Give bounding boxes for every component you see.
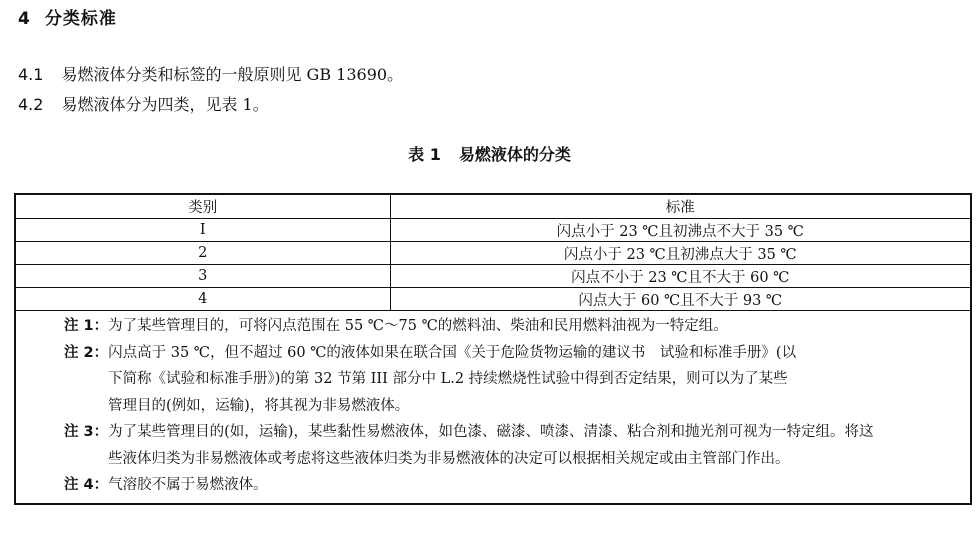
paragraph-4-2 bbox=[18, 92, 269, 115]
table-title: 易燃液体的分类 bbox=[458, 145, 571, 164]
note-label: 注 3： bbox=[64, 424, 109, 440]
notes-row bbox=[15, 311, 971, 504]
category-cell: I bbox=[15, 219, 390, 242]
table-row bbox=[15, 242, 971, 265]
criteria-cell: 闪点小于 23 ℃且初沸点不大于 35 ℃ bbox=[390, 219, 971, 242]
note-label: 注 2： bbox=[64, 344, 109, 361]
criteria-cell: 闪点大于 60 ℃且不大于 93 ℃ bbox=[390, 288, 971, 311]
category-cell: 2 bbox=[15, 242, 390, 265]
note-2 bbox=[64, 340, 960, 420]
note-4 bbox=[64, 472, 960, 499]
note-text: 为了某些管理目的(如，运输)，某些黏性易燃液体，如色漆、磁漆、喷漆、清漆、粘合剂和抛光剂可视为一特定组。将这 bbox=[108, 424, 874, 440]
note-text-continued: 些液体归类为非易燃液体或考虑将这些液体归类为非易燃液体的决定可以根据相关规定或由主管部门作出。 bbox=[108, 450, 790, 467]
table-row bbox=[15, 265, 971, 288]
paragraph-number: 4.2 bbox=[18, 95, 44, 114]
section-heading bbox=[18, 4, 117, 29]
classification-table bbox=[14, 193, 972, 505]
note-3 bbox=[64, 419, 960, 472]
table-caption bbox=[0, 142, 979, 165]
note-text: 闪点高于 35 ℃，但不超过 60 ℃的液体如果在联合国《关于危险货物运输的建议书 试验和标准手册》(以 bbox=[108, 344, 797, 361]
column-header-category: 类别 bbox=[15, 194, 390, 219]
table-number: 表 1 bbox=[408, 145, 441, 164]
table-row bbox=[15, 288, 971, 311]
paragraph-number: 4.1 bbox=[18, 65, 44, 84]
column-header-criteria: 标准 bbox=[390, 194, 971, 219]
note-text-continued: 管理目的(例如，运输)，将其视为非易燃液体。 bbox=[108, 397, 410, 414]
paragraph-text: 易燃液体分类和标签的一般原则见 GB 13690。 bbox=[61, 65, 404, 84]
paragraph-4-1 bbox=[18, 62, 403, 85]
notes-cell bbox=[15, 311, 971, 504]
category-cell: 4 bbox=[15, 288, 390, 311]
note-text: 为了某些管理目的，可将闪点范围在 55 ℃～75 ℃的燃料油、柴油和民用燃料油视为一特定组。 bbox=[108, 318, 728, 334]
criteria-cell: 闪点不小于 23 ℃且不大于 60 ℃ bbox=[390, 265, 971, 288]
note-label: 注 4： bbox=[64, 477, 109, 493]
category-cell: 3 bbox=[15, 265, 390, 288]
section-title: 分类标准 bbox=[44, 9, 117, 29]
table-header-row bbox=[15, 194, 971, 219]
criteria-cell: 闪点小于 23 ℃且初沸点大于 35 ℃ bbox=[390, 242, 971, 265]
note-label: 注 1： bbox=[64, 318, 109, 334]
note-text-continued: 下简称《试验和标准手册》)的第 32 节第 III 部分中 L.2 持续燃烧性试验中得到否定结果，则可以为了某些 bbox=[108, 371, 788, 387]
paragraph-text: 易燃液体分为四类，见表 1。 bbox=[61, 95, 269, 114]
note-text: 气溶胶不属于易燃液体。 bbox=[108, 477, 268, 493]
table-row bbox=[15, 219, 971, 242]
note-1 bbox=[64, 313, 960, 340]
section-number: 4 bbox=[18, 9, 31, 29]
